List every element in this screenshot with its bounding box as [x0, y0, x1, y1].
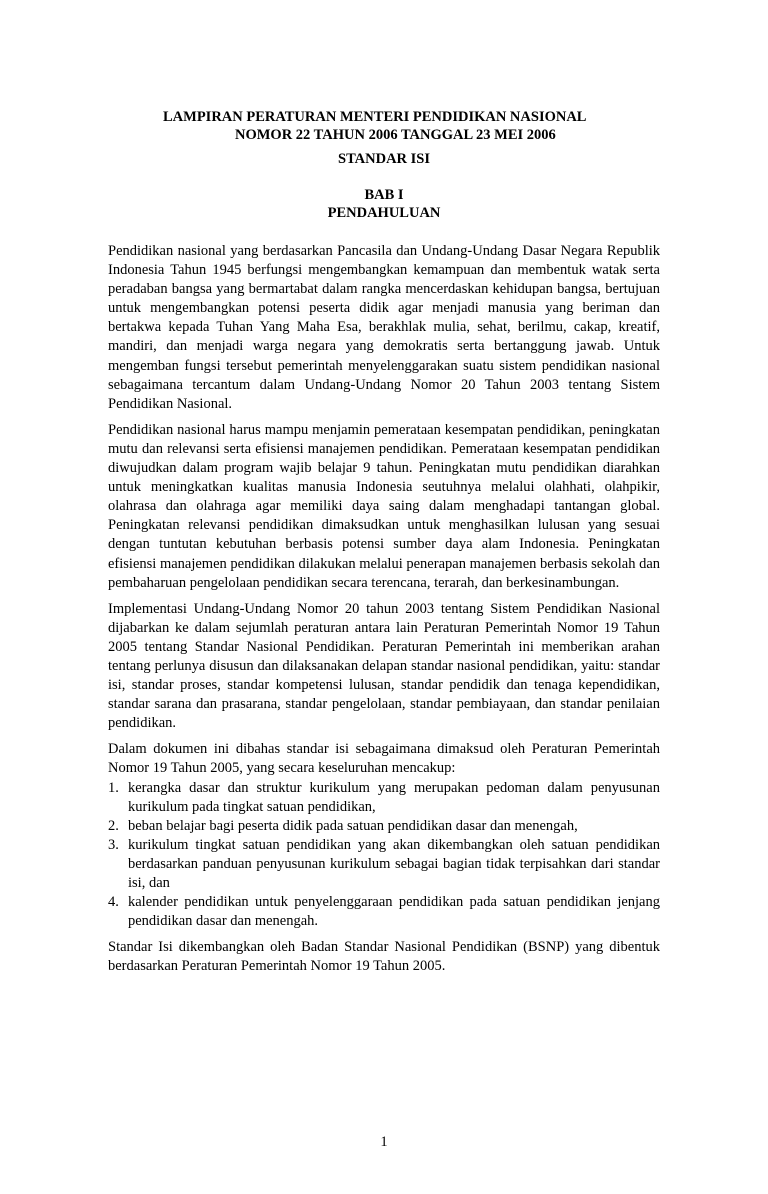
paragraph: Pendidikan nasional yang berdasarkan Pancasila dan Undang-Undang Dasar Negara Republik Indonesia Tahun 1945 berfungsi mengembangkan kemampuan dan membentuk watak serta peradaban bangsa yang bermartabat dalam rangka mencerdaskan kehidupan bangsa, bertujuan untuk mengembangkan potensi peserta didik agar menjadi manusia yang beriman dan bertakwa kepada Tuhan Yang Maha Esa, berakhlak mulia, sehat, berilmu, cakap, kreatif, mandiri, dan menjadi warga negara yang demokratis serta bertanggung jawab. Untuk mengemban fungsi tersebut pemerintah menyelenggarakan suatu sistem pendidikan nasional sebagaimana tercantum dalam Undang-Undang Nomor 20 Tahun 2003 tentang Sistem Pendidikan Nasional. [108, 243, 660, 412]
list-item [108, 836, 660, 893]
page-number: 1 [380, 1134, 388, 1150]
list-item [108, 779, 660, 817]
document-body [108, 242, 660, 983]
list-item-text: kalender pendidikan untuk penyelenggaraan pendidikan pada satuan pendidikan jenjang pendidikan dasar dan menengah. [128, 894, 660, 930]
scope-list [108, 779, 660, 932]
chapter-title: PENDAHULUAN [327, 205, 441, 221]
list-intro: Dalam dokumen ini dibahas standar isi sebagaimana dimaksud oleh Peraturan Pemerintah Nomor 19 Tahun 2005, yang secara keseluruhan mencakup: [108, 741, 660, 777]
document-heading-line-3: STANDAR ISI [338, 151, 430, 167]
document-heading-line-2: NOMOR 22 TAHUN 2006 TANGGAL 23 MEI 2006 [235, 127, 556, 143]
list-item-number: 3. [108, 836, 119, 853]
list-item-text: kurikulum tingkat satuan pendidikan yang akan dikembangkan oleh satuan pendidikan berdasarkan panduan penyusunan kurikulum sebagai bagian tidak terpisahkan dari standar isi, dan [128, 836, 660, 891]
list-item-number: 4. [108, 894, 119, 911]
scope-section [108, 740, 660, 931]
list-item-number: 2. [108, 817, 119, 834]
paragraph: Pendidikan nasional harus mampu menjamin pemerataan kesempatan pendidikan, peningkatan mutu dan relevansi serta efisiensi manajemen pendidikan. Pemerataan kesempatan pendidikan diwujudkan dalam program wajib belajar 9 tahun. Peningkatan mutu pendidikan diarahkan untuk meningkatkan kualitas manusia Indonesia seutuhnya melalui olahhati, olahpikir, olahrasa dan olahraga agar memiliki daya saing dalam menghadapi tantangan global. Peningkatan relevansi pendidikan dimaksudkan untuk menghasilkan lulusan yang sesuai dengan tuntutan kebutuhan berbasis potensi sumber daya alam Indonesia. Peningkatan efisiensi manajemen pendidikan dilakukan melalui penerapan manajemen berbasis sekolah dan pembaharuan pengelolaan pendidikan secara terencana, terarah, dan berkesinambungan. [108, 421, 661, 591]
list-item [108, 817, 660, 836]
paragraph: Implementasi Undang-Undang Nomor 20 tahun 2003 tentang Sistem Pendidikan Nasional dijabarkan ke dalam sejumlah peraturan antara lain Peraturan Pemerintah Nomor 19 Tahun 2005 tentang Standar Nasional Pendidikan. Peraturan Pemerintah ini memberikan arahan tentang perlunya disusun dan dilaksanakan delapan standar nasional pendidikan, yaitu: standar isi, standar proses, standar kompetensi lulusan, standar pendidik dan tenaga kependidikan, standar sarana dan prasarana, standar pengelolaan, standar pembiayaan, dan standar penilaian pendidikan. [108, 600, 660, 732]
list-item [108, 893, 660, 931]
chapter-number: BAB I [364, 187, 404, 203]
list-item-text: kerangka dasar dan struktur kurikulum yang merupakan pedoman dalam penyusunan kurikulum pada tingkat satuan pendidikan, [128, 779, 660, 815]
list-item-number: 1. [108, 779, 119, 796]
list-item-text: beban belajar bagi peserta didik pada satuan pendidikan dasar dan menengah, [128, 817, 578, 834]
closing-paragraph: Standar Isi dikembangkan oleh Badan Standar Nasional Pendidikan (BSNP) yang dibentuk berdasarkan Peraturan Pemerintah Nomor 19 Tahun 2005. [108, 939, 660, 975]
document-heading-line-1: LAMPIRAN PERATURAN MENTERI PENDIDIKAN NASIONAL [163, 109, 587, 125]
